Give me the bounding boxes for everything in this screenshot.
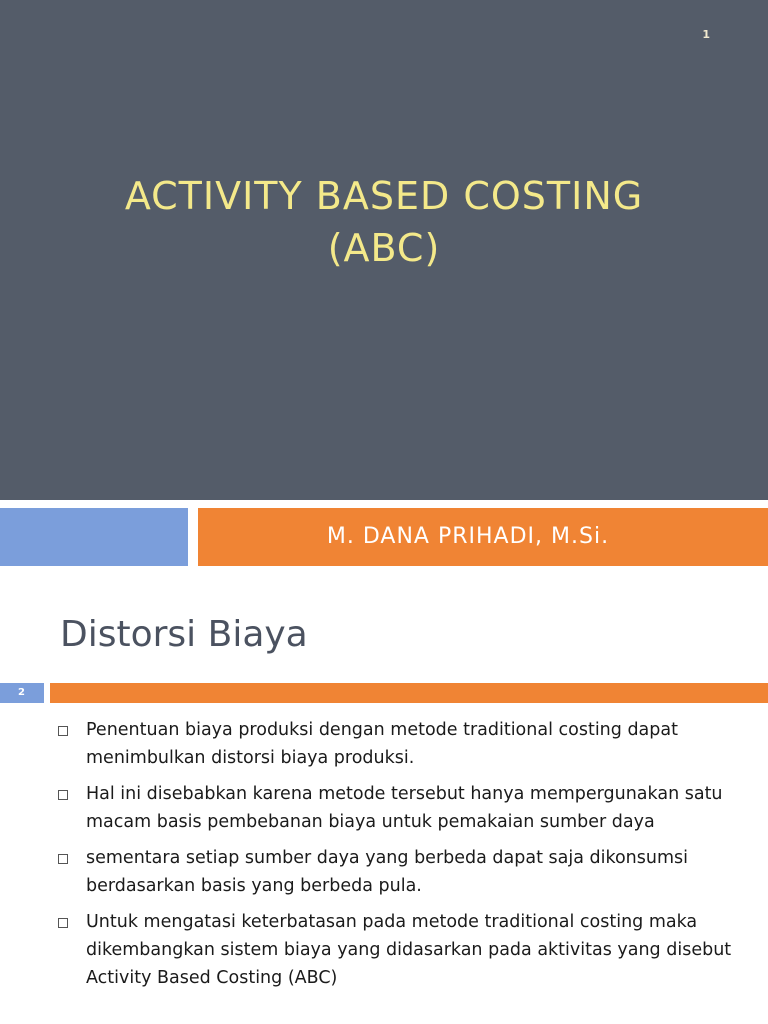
bullet-text: Hal ini disebabkan karena metode tersebut hanya mempergunakan satu macam basis pembebanan biaya untuk pemakaian sumber daya bbox=[86, 784, 723, 832]
bullet-text: Penentuan biaya produksi dengan metode traditional costing dapat menimbulkan distorsi biaya produksi. bbox=[86, 720, 678, 768]
slide-number: 2 bbox=[18, 687, 25, 698]
author-name: M. DANA PRIHADI, M.Si. bbox=[326, 524, 610, 549]
hollow-square-bullet-icon bbox=[58, 790, 68, 800]
slide-title-line-2: (ABC) bbox=[327, 226, 441, 270]
hollow-square-bullet-icon bbox=[58, 918, 68, 928]
slide-title bbox=[0, 170, 768, 274]
bullet-list bbox=[58, 716, 748, 1000]
hollow-square-bullet-icon bbox=[58, 726, 68, 736]
section-title: Distorsi Biaya bbox=[60, 614, 308, 655]
bullet-item bbox=[58, 780, 748, 836]
bullet-item bbox=[58, 716, 748, 772]
bullet-text: sementara setiap sumber daya yang berbeda dapat saja dikonsumsi berdasarkan basis yang berbeda pula. bbox=[86, 848, 688, 896]
bullet-text: Untuk mengatasi keterbatasan pada metode traditional costing maka dikembangkan sistem biaya yang didasarkan pada aktivitas yang disebut Activity Based Costing (ABC) bbox=[86, 912, 732, 988]
slide-number: 1 bbox=[702, 28, 710, 41]
slide-divider bbox=[0, 500, 768, 508]
slide-1 bbox=[0, 0, 768, 500]
bullet-item bbox=[58, 844, 748, 900]
slide-title-line-1: ACTIVITY BASED COSTING bbox=[124, 174, 644, 218]
hollow-square-bullet-icon bbox=[58, 854, 68, 864]
bullet-item bbox=[58, 908, 748, 992]
blue-accent-bar bbox=[0, 508, 188, 566]
orange-header-bar bbox=[50, 683, 768, 703]
